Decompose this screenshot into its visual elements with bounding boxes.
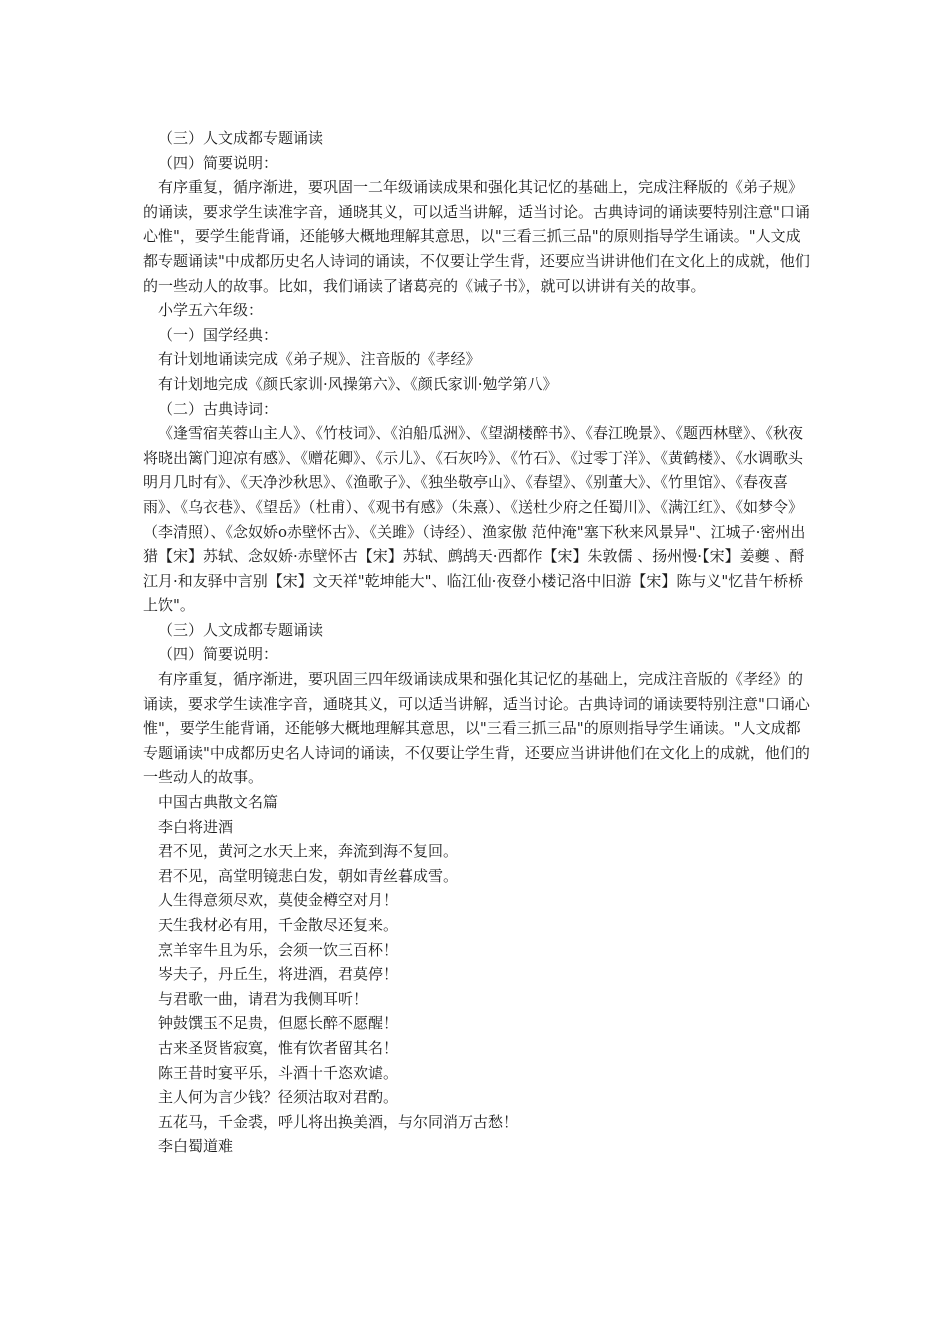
poem-line: 陈王昔时宴平乐，斗酒十千恣欢谑。: [158, 1063, 399, 1082]
document-body: [143, 126, 815, 1159]
section-heading-renwen: （三）人文成都专题诵读: [158, 620, 324, 639]
poem-line: 人生得意须尽欢，莫使金樽空对月！: [158, 891, 399, 910]
poem-line: 古来圣贤皆寂寞，惟有饮者留其名！: [158, 1038, 399, 1057]
poem-line: 主人何为言少钱？径须沽取对君酌。: [158, 1088, 399, 1107]
section-heading-poems: （二）古典诗词：: [158, 399, 279, 418]
poem-line: 君不见，高堂明镜悲白发，朝如青丝暮成雪。: [158, 866, 459, 885]
section-heading-notes: （四）简要说明：: [158, 153, 279, 172]
poem-title: 李白蜀道难: [158, 1137, 234, 1156]
notes-paragraph: 有序重复，循序渐进，要巩固一二年级诵读成果和强化其记忆的基础上，完成注释版的《弟子规》的诵读，要求学生读准字音，通晓其义，可以适当讲解，适当讨论。古典诗词的诵读要特别注意"口诵心惟"，要学生能背诵，还能够大概地理解其意思，以"三看三抓三品"的原则指导学生诵读。"人文成都专题诵读"中成都历史名人诗词的诵读，不仅要让学生背，还要应当讲讲他们在文化上的成就，他们的一些动人的故事。比如，我们诵读了诸葛亮的《诫子书》，就可以讲讲有关的故事。: [143, 178, 810, 295]
classics-line: 有计划地完成《颜氏家训·风操第六》、《颜氏家训·勉学第八》: [158, 374, 558, 393]
poem-line: 五花马，千金裘，呼儿将出换美酒，与尔同消万古愁！: [158, 1112, 519, 1131]
poem-line: 岑夫子，丹丘生，将进酒，君莫停！: [158, 965, 399, 984]
classics-line: 有计划地诵读完成《弟子规》、注音版的《孝经》: [158, 350, 481, 369]
poem-line: 钟鼓馔玉不足贵，但愿长醉不愿醒！: [158, 1014, 399, 1033]
grade-heading: 小学五六年级：: [158, 301, 264, 320]
poem-line: 天生我材必有用，千金散尽还复来。: [158, 916, 399, 934]
section-heading-classics: （一）国学经典：: [158, 325, 279, 344]
poem-list-paragraph: 《逢雪宿芙蓉山主人》、《竹枝词》、《泊船瓜洲》、《望湖楼醉书》、《春江晚景》、《题西林壁》、《秋夜将晓出篱门迎凉有感》、《赠花卿》、《示儿》、《石灰吟》、《竹石》、《过零丁洋》、《黄鹤楼》、《水调歌头明月几时有》、《天净沙秋思》、《渔歌子》、《独坐敬亭山》、《春望》、《别董大》、《竹里馆》、《春夜喜雨》、《乌衣巷》、《望岳》（杜甫）、《观书有感》（朱熹）、《送杜少府之任蜀川》、《满江红》、《如梦令》（李清照）、《念奴娇o赤壁怀古》、《关雎》（诗经）、渔家傲 范仲淹"塞下秋来风景异"、江城子·密州出猎【宋】苏轼、念奴娇·赤壁怀古【宋】苏轼、鹧鸪天·西都作【宋】朱敦儒 、扬州慢·【宋】姜夔 、酹江月·和友驿中言别【宋】文天祥"乾坤能大"、临江仙·夜登小楼记洛中旧游【宋】陈与义"忆昔午桥桥上饮"。: [143, 424, 806, 615]
poem-line: 烹羊宰牛且为乐，会须一饮三百杯！: [158, 940, 399, 959]
section-heading-renwen: （三）人文成都专题诵读: [158, 129, 324, 147]
poem-title: 李白将进酒: [158, 817, 234, 836]
prose-heading: 中国古典散文名篇: [158, 793, 279, 812]
poem-line: 君不见，黄河之水天上来，奔流到海不复回。: [158, 842, 459, 861]
notes-paragraph: 有序重复，循序渐进，要巩固三四年级诵读成果和强化其记忆的基础上，完成注音版的《孝经》的诵读，要求学生读准字音，通晓其义，可以适当讲解，适当讨论。古典诗词的诵读要特别注意"口诵心惟"，要学生能背诵，还能够大概地理解其意思，以"三看三抓三品"的原则指导学生诵读。"人文成都专题诵读"中成都历史名人诗词的诵读，不仅要让学生背，还要应当讲讲他们在文化上的成就，他们的一些动人的故事。: [143, 670, 810, 787]
section-heading-notes: （四）简要说明：: [158, 645, 279, 664]
poem-line: 与君歌一曲，请君为我侧耳听！: [158, 989, 369, 1008]
